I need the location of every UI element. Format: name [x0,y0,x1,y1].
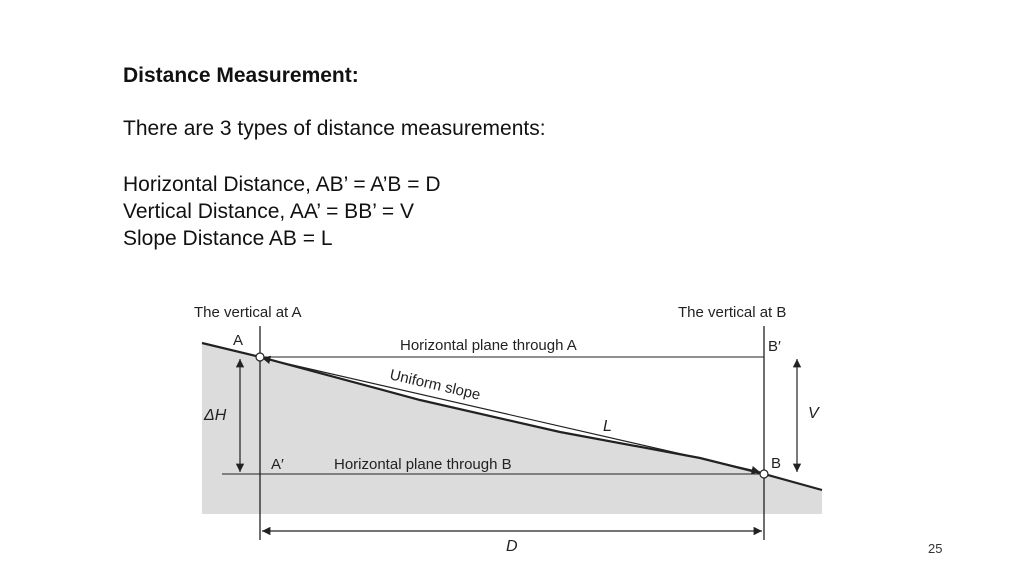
point-b-label: B [771,455,782,472]
slide-heading: Distance Measurement: [123,64,359,87]
intro-text: There are 3 types of distance measurements: [123,117,546,140]
horizontal-distance-symbol: D [506,538,518,555]
slope-distance-symbol: L [603,418,612,435]
vertical-a-label: The vertical at A [194,304,302,321]
ground-area [202,343,822,514]
delta-h-symbol: ΔH [204,407,227,424]
definition-vertical: Vertical Distance, AA’ = BB’ = V [123,200,415,223]
vertical-symbol: V [808,405,819,422]
point-a-prime-label: A′ [271,456,284,473]
point-b-marker [760,470,768,478]
definition-horizontal: Horizontal Distance, AB’ = A’B = D [123,173,441,196]
point-b-prime-label: B′ [768,338,781,355]
definition-slope: Slope Distance AB = L [123,227,333,250]
page-number: 25 [928,541,943,556]
point-a-label: A [233,332,244,349]
uniform-slope-label: Uniform slope [388,366,483,404]
point-a-marker [256,353,264,361]
plane-a-label: Horizontal plane through A [400,337,577,354]
plane-b-label: Horizontal plane through B [334,456,512,473]
vertical-b-label: The vertical at B [678,304,787,321]
